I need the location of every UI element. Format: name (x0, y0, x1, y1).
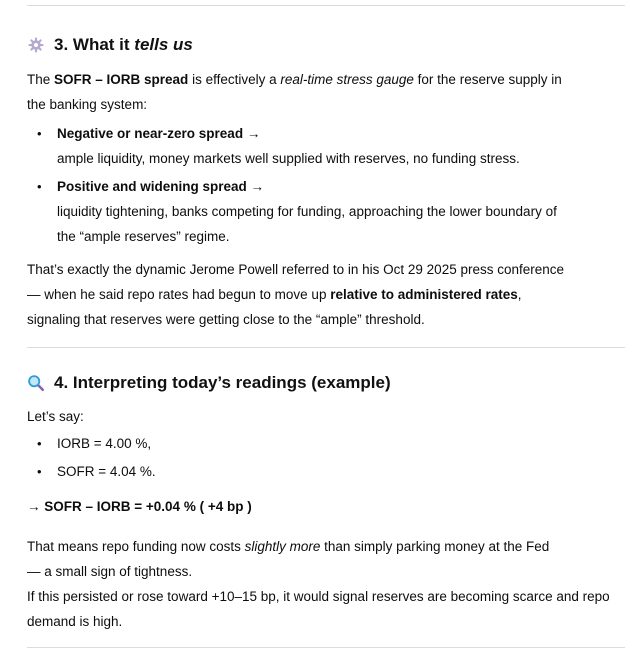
intro-paragraph: The SOFR – IORB spread is effectively a real-time stress gauge for the reserve supply in the banking system: (27, 72, 562, 112)
arrow-glyph: → (246, 179, 265, 194)
list-item (27, 121, 625, 171)
list-item (27, 459, 625, 484)
spread-result-value: SOFR – IORB = +0.04 % ( +4 bp ) (44, 499, 252, 514)
interpretation-paragraph: That means repo funding now costs slightly more than simply parking money at the Fed — a small sign of tightness. If this persisted or rose toward +10–15 bp, it would signal reserves are becoming scarce and repo demand is high. (27, 539, 610, 629)
section-3 (27, 33, 625, 332)
section-4-heading (27, 371, 625, 395)
administered-rates-term: relative to administered rates (330, 287, 518, 302)
top-divider (27, 5, 625, 6)
list-item (27, 431, 625, 456)
bottom-divider (27, 647, 625, 648)
arrow-glyph: → (243, 126, 261, 141)
section-3-title: 3. What it tells us (54, 35, 193, 54)
list-item-desc: ample liquidity, money markets well supplied with reserves, no funding stress. (57, 151, 520, 166)
section-3-heading (27, 33, 625, 57)
spread-result-line (27, 494, 625, 519)
lets-say-line: Let’s say: (27, 409, 84, 424)
bullet-marker: • (37, 464, 42, 479)
bullet-marker: • (37, 126, 42, 141)
sofr-iorb-spread-term: SOFR – IORB spread (54, 72, 189, 87)
gear-icon (27, 36, 45, 54)
document-page (0, 5, 633, 660)
list-item-title: Negative or near-zero spread → (57, 126, 261, 141)
rates-list (27, 431, 625, 484)
sofr-value: SOFR = 4.04 %. (57, 464, 156, 479)
iorb-value: IORB = 4.00 %, (57, 436, 152, 451)
powell-paragraph: That’s exactly the dynamic Jerome Powell referred to in his Oct 29 2025 press conference — when he said repo rates had begun to move up relative to administered rates, signaling that reserves were getting close to the “ample” threshold. (27, 262, 565, 327)
list-item-title: Positive and widening spread → (57, 179, 265, 194)
list-item (27, 174, 625, 249)
section-4-title: 4. Interpreting today’s readings (example) (54, 373, 391, 392)
section-4 (27, 371, 625, 634)
section-divider (27, 347, 625, 348)
list-item-desc: liquidity tightening, banks competing for funding, approaching the lower boundary of the “ample reserves” regime. (57, 204, 557, 244)
spread-meaning-list (27, 121, 625, 249)
magnifying-glass-icon (27, 374, 45, 392)
bullet-marker: • (37, 179, 42, 194)
bullet-marker: • (37, 436, 42, 451)
arrow-glyph: → (27, 499, 45, 514)
